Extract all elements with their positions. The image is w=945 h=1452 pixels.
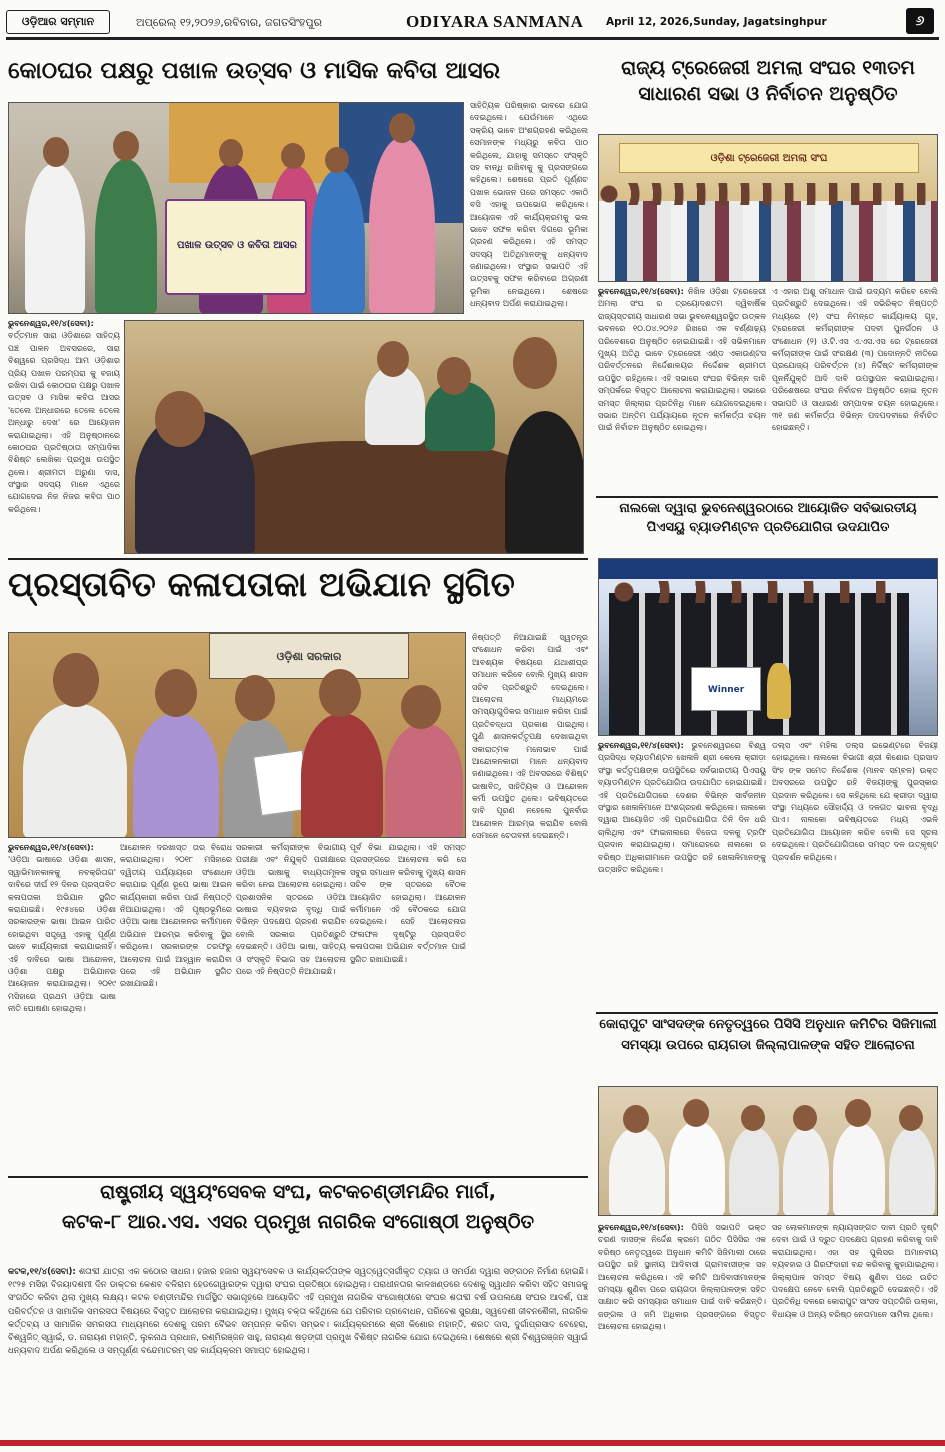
- players-heads: [609, 581, 909, 603]
- person-head: [43, 137, 69, 167]
- person-head: [155, 669, 197, 717]
- person-head: [325, 147, 349, 173]
- crowd: [599, 201, 938, 282]
- government-board: [209, 633, 409, 679]
- article-body: [236, 842, 346, 1172]
- article-text: ସହ ଲୋକମାନଙ୍କ ନ୍ୟାୟସଙ୍ଗତ ଦାବୀ ପ୍ରତି ଦୃଷ୍ଟି ଦେବା ପାଇଁ ଓ ଦ୍ରୁତ ପଦକ୍ଷେପ ଗ୍ରହଣ କରିବାକୁ ଦାବି କରାଯାଇଥିଲା। ଏହା ସହ ପୁଲିସର ଅମାନବୀୟ ବ୍ୟବହାର ଓ ଗିରଫଦାରୀ ବନ୍ଦ କରିବାକୁ କୁହାଯାଇଥିଲା। ଜିଲ୍ଲାପାଳ ସମସ୍ତ ବିଷୟ ଶୁଣିବା ପରେ ଉଚିତ ପଦକ୍ଷେପ ନେବେ ବୋଲି ପ୍ରତିଶ୍ରୁତି ଦେଇଛନ୍ତି। ଏହି ପ୍ରତିନିଧି ଦଳରେ କୋରାପୁଟ ସାଂସଦ ସପ୍ତଗିରି ଉଲାକା, ବିଧାୟକ ଓ ଅନ୍ୟ ବରିଷ୍ଠ ନେତାମାନେ ସାମିଲ ଥିଲେ।: [772, 1223, 938, 1319]
- person-head: [377, 341, 409, 377]
- person-head: [623, 1105, 649, 1133]
- person: [609, 1127, 665, 1216]
- sponsor-backdrop: [599, 559, 938, 579]
- dateline: ଭୁବନେଶ୍ୱର,୧୧/୪(ସେବା):: [8, 319, 94, 328]
- article-body: [598, 286, 766, 492]
- person-head: [155, 391, 205, 447]
- headline-rss: [8, 1182, 588, 1260]
- person-head: [513, 337, 557, 389]
- person: [133, 713, 219, 838]
- article-text: ପିସିସି ସଭାପତି ଭକ୍ତ ଚରଣ ଦାସଙ୍କ ନିର୍ଦ୍ଦେଶ କ୍ରମେ ଗଠିତ ପିସିସିର ଏକ ବରିଷ୍ଠ ନେତୃତ୍ୱରେ ଅନୁଧାନ କମିଟି ସିଜିମାଲୀ ଠାରେ ଉପସ୍ଥିତ ରହି ସ୍ଥାନୀୟ ଆଦିବାସୀ ଗ୍ରାମବାସୀଙ୍କ ସହ ଆଲୋଚନା କରିଥିଲେ। ଏହି କମିଟି ଆଦିବାସୀମାନଙ୍କ ସମସ୍ୟା ଶୁଣିବା ପରେ ରାୟଗଡା ଜିଲ୍ଲାପାଳଙ୍କ ସହିତ ସାକ୍ଷାତ କରି ସମସ୍ୟାର ସମାଧାନ ପାଇଁ ଦାବି କରିଛନ୍ତି। ଜଙ୍ଗଲ ଓ ଜମି ଅଧିକାର ପ୍ରସଙ୍ଗରେ ବିସ୍ତୃତ ଆଲୋଚନା ହୋଇଥିଲା।: [598, 1223, 766, 1332]
- person: [669, 1121, 725, 1216]
- person-head: [845, 1099, 871, 1127]
- newspaper-logo: ଓଡ଼ିଆର ସମ୍ମାନ: [6, 10, 110, 34]
- person: [311, 169, 365, 314]
- divider: [596, 1012, 938, 1014]
- person: [25, 163, 85, 314]
- person-head: [741, 1105, 765, 1131]
- players-row: [609, 593, 909, 736]
- article-text: ବର୍ତ୍ତମାନ ସାରା ଓଡ଼ିଶାରେ ସାହିତ୍ୟ ପଞ୍ଚ ପାଳନ ଅବସରରେ, ସାରା ବିଶ୍ୱରେ ପ୍ରସିଦ୍ଧ ଆମ ଓଡ଼ିଶାର ପ୍ରିୟ ପଖାଳ ପରମ୍ପରା କୁ ବଜାୟ ରଖିବା ପାଇଁ କୋଠଘର ପକ୍ଷରୁ ପଖାଳ ଉତ୍ସବ ଓ ମାସିକ କବିତା ଆସର 'ତେଲେ ଅନ୍ଧାରରେ ତେଲେ ତେଲେ ଅନ୍ଧାରୁ ଦେଖ' ରେ ଆୟୋଜନ କରାଯାଇଥିଲା। ଏହି ଅନୁଷ୍ଠାନରେ କୋଠଘର ପ୍ରତିଷ୍ଠାତା ସମ୍ପାଦିକା ବିଶିଷ୍ଟ ଲେଖିକା ପ୍ରମୁଖ ଉପସ୍ଥିତ ଥିଲେ। ଶ୍ରୀମତୀ ଅରୁଣା ଦାସ, ସଂସ୍ଥାର ସଦସ୍ୟ ମାନେ ଏଥିରେ ଯୋଗଦେଇ ନିଜ ନିଜର କବିତା ପାଠ କରିଥିଲେ।: [8, 331, 120, 514]
- article-body: [120, 842, 232, 1172]
- pakhala-banner: [165, 199, 307, 295]
- person: [505, 411, 584, 554]
- winner-board: [691, 667, 761, 711]
- divider: [8, 1176, 588, 1178]
- article-text: ସାହିତ୍ୟିକ ପରିଷ୍କାର ଭାବରେ ଯୋଗ ଦେଇଥିଲେ। ଯେଉଁମାନେ ଏଥିରେ ସକ୍ରିୟ ଭାବେ ଅଂଶଗ୍ରହଣ କରିଥିଲେ ସେମାନଙ୍କ ମଧ୍ୟରୁ କବିତା ପାଠ କରିଥିଲେ, ଯାହାକୁ ସମସ୍ତେ ସଂସ୍କୃତି ସହ ବାନ୍ଧି ରଖିବାକୁ କୁ ପ୍ରସଙ୍ଗରେ କହିଥିଲେ। ଶେଷରେ ପ୍ରତି ପୂର୍ଣ୍ଣଚ ପଖାଳ ଭୋଜନ ପରେ ସମସ୍ତେ ଏକାଠି ବସି ଏହାକୁ ଉପଭୋଗ କରିଥିଲେ। ଆୟୋଜକ ଏହି କାର୍ଯ୍ୟକ୍ରମକୁ ଭଲ ଭାବେ ସଫଳ କରିବା ଦିଗରେ ଭୂମିକା ଗ୍ରହଣ କରିଥିଲେ। ଏହି ସମସ୍ତ ସଦସ୍ୟ ଅତିଥିମାନଙ୍କୁ ଧନ୍ୟବାଦ ଜଣାଇଥିଲେ। ସଂସ୍ଥାର ସଭାପତି ଏହି ଉତ୍ସବକୁ ସଫଳ କରିବାରେ ଅଗ୍ରଣୀ ଭୂମିକା ନେଇଥିଲେ। ଶେଷରେ ଧନ୍ୟବାଦ ଅର୍ପଣ କରାଯାଇଥିଲା।: [470, 101, 588, 309]
- person-head: [401, 685, 441, 729]
- article-body: [8, 1266, 588, 1434]
- headline-kalapataka: ପ୍ରସ୍ତାବିତ କଳାପତାକା ଅଭିଯାନ ସ୍ଥଗିତ: [8, 566, 515, 605]
- banner-text: ପଖାଳ ଉତ୍ସବ ଓ କବିତା ଆସର: [176, 240, 298, 251]
- photo-pakhala-feast: [124, 320, 584, 554]
- person-head: [683, 1099, 709, 1127]
- headline-line: ସାଧାରଣ ସଭା ଓ ନିର୍ବାଚନ ଅନୁଷ୍ଠିତ: [638, 82, 898, 105]
- photo-treasury-meeting: [598, 134, 938, 282]
- person: [729, 1127, 779, 1216]
- masthead: [6, 6, 939, 40]
- footer-band: [0, 1440, 945, 1446]
- person: [23, 703, 127, 838]
- headline-treasury: [598, 58, 938, 130]
- headline-koraput: [598, 1018, 938, 1078]
- winner-board-label: Winner: [707, 685, 745, 695]
- divider: [8, 558, 588, 560]
- trophy-icon: [767, 663, 791, 719]
- article-body: [470, 100, 588, 312]
- dateline: କଟକ,୧୧/୪(ସେବା):: [8, 1267, 76, 1277]
- page-number: ୬: [906, 8, 934, 34]
- person-head: [319, 669, 361, 717]
- article-body: [8, 318, 120, 554]
- government-board-text: ଓଡ଼ିଶା ସରକାର: [276, 650, 342, 663]
- person-head: [793, 1105, 817, 1131]
- headline-line: ରାଜ୍ୟ ଟ୍ରେଜେରୀ ଅମଲା ସଂଘର ୧୩ତମ: [621, 58, 915, 79]
- photo-badminton-winners: [598, 558, 938, 736]
- divider: [596, 496, 938, 498]
- person: [385, 723, 463, 838]
- dateline: ଭୁବନେଶ୍ୱର,୧୧/୪(ସେବା):: [598, 287, 684, 296]
- photo-pakhala-banner: [8, 102, 464, 314]
- person-head: [437, 357, 471, 395]
- person-head: [281, 143, 305, 169]
- headline-line: କୋରାପୁଟ ସାଂସଦଙ୍କ ନେତୃତ୍ୱରେ ପିସିସି ଅନୁଧାନ କମିଟିର ସିଜିମାଲୀ: [599, 1018, 937, 1032]
- headline-nalco: [598, 502, 938, 552]
- headline-line: କଟକ-୮ ଆର.ଏସ. ଏସର ପ୍ରମୁଖ ନାଗରିକ ସଂଗୋଷ୍ଠୀ ଅନୁଷ୍ଠିତ: [61, 1210, 535, 1233]
- headline-line: ରାଷ୍ଟ୍ରୀୟ ସ୍ୱୟଂସେବକ ସଂଘ, କଟକଚଣ୍ଡୀମନ୍ଦିର ମାର୍ଗ,: [100, 1182, 496, 1203]
- person-head: [389, 113, 415, 143]
- article-text: ନିଷ୍ପତ୍ତି ନିଆଯାଇଛି ସ୍ୱତନ୍ତ୍ର ସଂଶୋଧନ କରିବା ପାଇଁ ଏବଂ ଆବଶ୍ୟକ ବିଷୟରେ ଯଥାଶୀଘ୍ର ସମାଧାନ କରିବେ ବୋଲି ମୁଖ୍ୟ ଶାସନ ସଚିବ ପ୍ରତିଶ୍ରୁତି ଦେଇଥିଲେ। ଆଲୋଚନା ମାଧ୍ୟମରେ ସମସ୍ୟାଗୁଡିକର ସମାଧାନ କରିବା ପାଇଁ ପ୍ରତିବଦ୍ଧତା ପ୍ରକାଶ ପାଇଥିଲା। ପୁଣି ଶାସନକର୍ତ୍ତୃପକ୍ଷ ଦେଖାଇଥିବା ସକାରାତ୍ମକ ମନୋଭାବ ପାଇଁ ଆନ୍ଦୋଳନକାରୀ ମାନେ ଧନ୍ୟବାଦ ଜଣାଇଥିଲେ। ଏହି ଅବସରରେ ବିଶିଷ୍ଟ ଭାଷାବିତ୍, ସାହିତ୍ୟିକ ଓ ଆନ୍ଦୋଳନ କର୍ମୀ ଉପସ୍ଥିତ ଥିଲେ। ଭବିଷ୍ୟତରେ ଦାବି ପୂରଣ ନହେଲେ ପୁନର୍ବାର ଆନ୍ଦୋଳନ ଆରମ୍ଭ କରାଯିବ ବୋଲି ସେମାନେ ଚେତାବନୀ ଦେଇଛନ୍ତି।: [472, 633, 588, 841]
- article-body: [772, 286, 938, 492]
- article-text: ଆନ୍ଦୋଳନ ଦରଖାସ୍ତ ତାର ବିରୋଧ କରାଯାଇଥିଲା। ୨୦୧୮ ମସିହାରେ ଦ୍ୱିତୀୟ ପର୍ଯ୍ୟାୟରେ ସଂଶୋଧନ କରାଯାଇ ପୂର୍ଣ୍ଣ ରୂପେ ଭାଷା ଆଇନ କାର୍ଯ୍ୟକାରୀ କରିବା ପାଇଁ ନିଷ୍ପତ୍ତି ନିଆଯାଇଥିଲା। ଏହି ପୃଷ୍ଠଭୂମିରେ ଓଡ଼ିଆ ଭାଷା ଆନ୍ଦୋଳନର କର୍ମୀମାନେ ଅଭିଯାନ ଆରମ୍ଭ କରିବାକୁ ସ୍ଥିର କରିଥିଲେ। ସରକାରଙ୍କ ତରଫରୁ ଆଲୋଚନା ପାଇଁ ଆହ୍ୱାନ କରାଯିବା ପରେ ଏହି ଅଭିଯାନ ସ୍ଥଗିତ ରଖାଯାଇଛି।: [120, 843, 232, 989]
- headline-line: ନାଲକୋ ଦ୍ୱାରା ଭୁବନେଶ୍ୱରଠାରେ ଆୟୋଜିତ ସର୍ବଭାରତୀୟ: [619, 502, 917, 516]
- person: [889, 1127, 935, 1216]
- person-head: [899, 1105, 923, 1131]
- article-text: ଭୁବନେଶ୍ୱରରେ ବିଶ୍ୱ ପ୍ରସିଦ୍ଧ ବ୍ୟାଡମିଣ୍ଟନ ଖେଳାଳି ଶ୍ରୀ କେଲେ କ୍ରୀଡ଼ା ସଂସ୍ଥା କର୍ତ୍ତୃପକ୍ଷଙ୍କ ଉପସ୍ଥିତିରେ ସର୍ବଭାରତୀୟ ପିଏସୟୁ ବ୍ୟାଡମିଣ୍ଟନ ପ୍ରତିଯୋଗିତା ଉଦଯାପିତ ହୋଇଯାଇଛି। ଏହି ପ୍ରତିଯୋଗିତାରେ ଦେଶର ବିଭିନ୍ନ ସାର୍ବଜନୀନ ସଂସ୍ଥାର ଖେଳାଳିମାନେ ଅଂଶଗ୍ରହଣ କରିଥିଲେ। ନାଲକୋ ଦ୍ୱାରା ଆୟୋଜିତ ଏହି ପ୍ରତିଯୋଗିତା ତିନି ଦିନ ଧରି ଚାଲିଥିଲା ଏବଂ ଫାଇନାଲରେ ବିଜେତା ଦଳକୁ ଟ୍ରଫି ପ୍ରଦାନ କରାଯାଇଥିଲା। ସମାରୋହରେ ନାଲକୋ ର ବରିଷ୍ଠ ଅଧିକାରୀମାନେ ଉପସ୍ଥିତ ରହି ଖେଳାଳିମାନଙ୍କୁ ଉତ୍ସାହିତ କରିଥିଲେ।: [598, 741, 766, 874]
- article-text: ଏ ଏହାର ଅଶୁ ସମାଧାନ ପାଇଁ ଉଦ୍ୟମ କରିବେ ବୋଲି ପ୍ରତିଶ୍ରୁତି ଦେଇଥିଲେ। ଏହି ସଭିରିକ୍ତ ନିଷ୍ପତ୍ତି ମଧ୍ୟରେ (୧) ସଂଘ ନିମନ୍ତେ କାର୍ଯ୍ୟାଳୟ ଗୃହ, ଟ୍ରେଜେରୀ କର୍ମଚାରୀଙ୍କ ପଦବୀ ପୁନର୍ଗଠନ ଓ ସଂଶୋଧନ (୨) ଓ.ଟି.ଏସ ଏ.ଏସ.ଏସ ରେ ଟ୍ରେଜେରୀ କର୍ମଚାରୀଙ୍କ ପାଇଁ ସଂରକ୍ଷଣ (୩) ପଦୋନ୍ନତି ନୀତିରେ ପ୍ରଯୋଜ୍ୟ ପରିବର୍ତ୍ତନ (୪) ନିର୍ଦ୍ଦିଷ୍ଟ କର୍ମଚାରୀଙ୍କ ପୂନର୍ନିଯୁକ୍ତି ଆଦି ଦାବି ଉପସ୍ଥାପନ କରାଯାଇଥିଲା। ପରିଶେଷରେ ସଂଘର ନିର୍ବାଚନ ଅନୁଷ୍ଠିତ ହୋଇ ନୂତନ ସଭାପତି ଓ ସାଧାରଣ ସମ୍ପାଦକ ଚୟନ ହୋଇଥିଲେ। ୩୧ ଜଣ କର୍ମକର୍ତ୍ତା ବିଭିନ୍ନ ପଦପଦବୀରେ ନିର୍ବାଚିତ ହୋଇଛନ୍ତି।: [772, 287, 938, 433]
- article-body: [350, 842, 466, 1172]
- building-wall-orange: [169, 103, 339, 183]
- date-odia: ଅପ୍ରେଲ୍ ୧୨,୨୦୨୬,ରବିବାର, ଜଗତସିଂହପୁର: [136, 16, 322, 29]
- headline-line: ସମସ୍ୟା ଉପରେ ରାୟଗଡା ଜିଲ୍ଲାପାଳଙ୍କ ସହିତ ଆଲୋଚନା: [621, 1037, 915, 1053]
- dateline: ଭୁବନେଶ୍ୱର,୧୧/୪(ସେବା):: [598, 1223, 684, 1232]
- article-body: [472, 632, 588, 1172]
- person-head: [113, 131, 139, 161]
- article-body: [598, 1222, 766, 1434]
- person: [369, 137, 435, 314]
- article-body: [598, 740, 766, 940]
- article-body: [772, 740, 938, 940]
- person: [783, 1127, 829, 1216]
- article-body: [8, 842, 116, 1172]
- photo-memorandum-handover: [8, 632, 466, 838]
- headline-line: ପିଏସୟୁ ବ୍ୟାଡମିଣ୍ଟନ ପ୍ରତିଯୋଗିତା ଉଦଯାପିତ: [646, 519, 890, 535]
- person-head: [235, 675, 275, 721]
- article-text: ନିଖିଳ ଓଡ଼ିଶା ଟ୍ରେଜେରୀ ଅମଲା ସଂଘ ର ତ୍ରୟୋଦଶତମ ଦ୍ୱିବାର୍ଷିକ ରାଜ୍ୟସ୍ତରୀୟ ସାଧାରଣ ସଭା ଭୁବନେଶ୍ୱରସ୍ଥିତ ଉତ୍କଳ ଭବନରେ ୧୦.୦୪.୨୦୨୬ ରିଖରେ ଏକ ବର୍ଣ୍ଣାଢ଼୍ୟ ପରିବେଶରେ ଅନୁଷ୍ଠିତ ହୋଇଯାଇଛି। ଏହି ସଭିକମାନେ ମୁଖ୍ୟ ଅତିଥି ଭାବେ ଟ୍ରେଜେରୀ ଏଣ୍ଡ ଏକାଉଣ୍ଟସ ପରିବର୍ତ୍ତନରେ ନିର୍ଦ୍ଦେଶାଳୟର ନିର୍ଦ୍ଦେଶକ ଶ୍ରୀମତୀ ଉପସ୍ଥିତ ରହିଥିଲେ। ଏହି ସଭାରେ ସଂଘର ବିଭିନ୍ନ ଦାବି ସମ୍ପର୍କରେ ବିସ୍ତୃତ ଆଲୋଚନା କରାଯାଇଥିଲା। ସଭାରେ ସମସ୍ତ ଜିଲ୍ଲାର ପ୍ରତିନିଧି ମାନେ ଯୋଗଦେଇଥିଲେ। ସଭାର ଅନ୍ତିମ ପର୍ଯ୍ୟାୟରେ ନୂତନ କର୍ମକର୍ତ୍ତା ଚୟନ ପାଇଁ ନିର୍ବାଚନ ଅନୁଷ୍ଠିତ ହୋଇଥିଲା।: [598, 287, 766, 433]
- article-text: ଶତାବ୍ଦୀ ଯାତ୍ରା ଏକ କଠୋର ସାଧନା। ହଜାର ହଜାର ସ୍ୱୟଂସେବକ ଓ କାର୍ଯ୍ୟକର୍ତ୍ତାଙ୍କ ସ୍ୱତ୍ୱେତ୍ସର୍ଗୀକୃତ ତ୍ୟାଗ ଓ ସମର୍ପଣ ଦ୍ୱାରା ସଙ୍ଗଠନ ନିର୍ମାଣ ହୋଇଛି। ୧୯୨୫ ମସିହା ବିଜୟାଦଶମୀ ଦିନ ଡାକ୍ତର କେଶବ ବଳିରାମ ହେଡଗେୱାରଙ୍କ ଦ୍ୱାରା ସଂଘର ପ୍ରତିଷ୍ଠା ହୋଇଥିଲା। ପରାଧୀନତାର କାଳଖଣ୍ଡରେ ଦେଶକୁ ସ୍ୱାଧୀନ କରିବା ସହିତ ସମାଜକୁ ସଂଗଠିତ କରିବା ଥିଲା ମୁଖ୍ୟ ଲକ୍ଷ୍ୟ। କଟକ ଚଣ୍ଡୀମନ୍ଦିର ମାର୍ଗସ୍ଥିତ ସଭାଗୃହରେ ଆୟୋଜିତ ଏହି ପ୍ରମୁଖ ନାଗରିକ ସଂଗୋଷ୍ଠୀରେ ସଂଘର ଶତାବ୍ଦୀ ବର୍ଷ ଉପଲକ୍ଷେ ସଂଘର ଆଦର୍ଶ, ପଞ୍ଚ ପରିବର୍ତ୍ତନ ଓ ସାମାଜିକ ସମରସତା ବିଷୟରେ ବିସ୍ତୃତ ଆଲୋଚନା କରାଯାଇଥିଲା। ମୁଖ୍ୟ ବକ୍ତା କହିଥିଲେ ଯେ ପରିବାର ପ୍ରବୋଧନ, ପରିବେଶ ସୁରକ୍ଷା, ସ୍ୱଦେଶୀ ଜୀବନଶୈଳୀ, ନାଗରିକ କର୍ତ୍ତବ୍ୟ ଓ ସାମାଜିକ ସମରସତା ମାଧ୍ୟମରେ ଦେଶକୁ ପରମ ବୈଭବ ସମ୍ପନ୍ନ କରିବା ସମ୍ଭବ। କାର୍ଯ୍ୟକ୍ରମରେ ଶ୍ରୀ କିଶୋର ମହାନ୍ତି, ଶରତ ଦାସ, ଦୁର୍ଗାପ୍ରସାଦ ବେହେରା, ବିଶ୍ୱଜିତ୍ ସ୍ୱାଇଁ, ଡ. ନାରାୟଣ ମହାନ୍ତି, ଲୁକନାଥ ପ୍ରଧାନ, ରଶ୍ମିରଞ୍ଜନ ସାହୁ, ନାରାୟଣ ଷଡ଼ଙ୍ଗୀ ପ୍ରମୁଖ ବିଶିଷ୍ଟ ନାଗରିକ ଯୋଗ ଦେଇଥିଲେ। ଶେଷରେ ଶ୍ରୀ ବିଶ୍ୱରଞ୍ଜନ ସ୍ୱାଇଁ ଧନ୍ୟବାଦ ଅର୍ପଣ କରିଥିଲେ ଓ ସମ୍ପୂର୍ଣ୍ଣ ବନ୍ଦେମାତରମ୍ ସହ କାର୍ଯ୍ୟକ୍ରମ ସମାପ୍ତ ହୋଇଥିଲା।: [8, 1267, 588, 1357]
- stage-banner: [619, 143, 919, 173]
- crowd-heads: [599, 183, 938, 205]
- dateline: ଭୁବନେଶ୍ୱର,୧୧/୪(ସେବା):: [8, 843, 94, 852]
- article-text: 'ଓଡ଼ିଆ ଭାଷାରେ ଓଡ଼ିଶା ଶାସନ, ସ୍ୱାଭିମାନକାଳକୁ ନବକ୍ରିତାଗ' ଦାବିରେ ଦୀର୍ଘ ୧୨ ଦିନର ପ୍ରସ୍ତାବିତ କଳାପତାକା ଅଭିଯାନ ସ୍ଥଗିତ କରାଯାଇଛି। ୧୯୫୪ରେ ଓଡ଼ିଶା ସରକାରଙ୍କ ଭାଷା ଆଇନ ପାରିତ ହୋଇଥିବା ସତ୍ତ୍ୱେ ଏହାକୁ ପୂର୍ଣ୍ଣ ଭାବେ କାର୍ଯ୍ୟକାରୀ କରାଯାଇନାହିଁ। ଏହି ଦାବିରେ ଭାଷା ଆନ୍ଦୋଳନ, ଓଡ଼ିଶା ପକ୍ଷରୁ ଅଭିଯାନର ଆୟୋଜନ କରାଯାଇଥିଲା। ୨୦୧୯ ମସିହାରେ ପ୍ରଥମ ଓଡ଼ିଆ ଭାଷା ନୀତି ଘୋଷଣା ହୋଇଥିଲା।: [8, 855, 116, 1014]
- headline-kothaghara: କୋଠଘର ପକ୍ଷରୁ ପଖାଳ ଉତ୍ସବ ଓ ମାସିକ କବିତା ଆସର: [8, 58, 501, 84]
- person: [95, 159, 157, 314]
- person: [833, 1123, 885, 1216]
- stage-banner-text: ଓଡ଼ିଶା ଟ୍ରେଜେରୀ ଅମଲା ସଂଘ: [710, 153, 828, 164]
- person-head: [53, 653, 99, 707]
- person-head: [219, 139, 243, 167]
- newspaper-name: ODIYARA SANMANA: [406, 12, 584, 31]
- article-text: ଡଲ୍ସ ଏବଂ ମହିଳା ଡଲ୍ସ ଇଭେଣ୍ଟରେ ବିଜୟୀ ହୋଇଥିଲେ। ନାଲକୋ ବିଭାଗୀ ଶ୍ରୀ କିଶୋର ପ୍ରସାଦ ସିଂହ ଙ୍କ ସମେତ ନିର୍ଦ୍ଦେଶକ (ମାନବ ସମ୍ବଳ) ଉକ୍ତ ଅବସରରେ ଉପସ୍ଥିତ ରହି ବିଜୟୀଙ୍କୁ ପୁରସ୍କାର ପ୍ରଦାନ କରିଥିଲେ। ସେ କହିଥିଲେ ଯେ କ୍ରୀଡ଼ା ଦ୍ୱାରା ସଂସ୍ଥା ମଧ୍ୟରେ ସୌହାର୍ଦ୍ଦ୍ୟ ଓ ଦଳଗତ ଭାବନା ବୃଦ୍ଧି ପାଏ। ନାଲକୋ ଭବିଷ୍ୟତରେ ମଧ୍ୟ ଏଭଳି ପ୍ରତିଯୋଗିତା ଆୟୋଜନ କରିବ ବୋଲି ସେ ସୂଚନା ଦେଇଥିଲେ। ପ୍ରତିଯୋଗିତାରେ ସମସ୍ତ ଦଳ ଉତ୍କୃଷ୍ଟ ପ୍ରଦର୍ଶନ କରିଥିଲେ।: [772, 741, 938, 862]
- article-text: ସରକାରୀ କର୍ମଚାରୀଙ୍କ ବିଭାଗୀୟ ପରୀକ୍ଷା ଏବଂ ନିଯୁକ୍ତି ପରୀକ୍ଷାରେ ଓଡ଼ିଆ ଭାଷାକୁ ବାଧ୍ୟତାମୂଳକ କରିବା ନେଇ ଆଲୋଚନା ହୋଇଥିଲା। ପ୍ରଶାସନିକ ସ୍ତରରେ ଓଡ଼ିଆ ଭାଷାର ବ୍ୟବହାର ବୃଦ୍ଧି ପାଇଁ ବିଭିନ୍ନ ପଦକ୍ଷେପ ଗ୍ରହଣ କରାଯିବ ବୋଲି ସରକାର ପ୍ରତିଶ୍ରୁତି ଦେଇଛନ୍ତି। ଓଡ଼ିଆ ଭାଷା, ସାହିତ୍ୟ ଓ ସଂସ୍କୃତି ବିଭାଗ ସହ ଆଲୋଚନା ପରେ ଏହି ନିଷ୍ପତ୍ତି ନିଆଯାଇଛି।: [236, 843, 346, 976]
- date-english: April 12, 2026,Sunday, Jagatsinghpur: [606, 16, 827, 28]
- dateline: ଭୁବନେଶ୍ୱର,୧୧/୪(ସେବା):: [598, 741, 684, 750]
- dining-table: [215, 441, 545, 554]
- person: [301, 713, 383, 838]
- person: [365, 365, 425, 445]
- article-text: ପୂର୍ବ ବିଭା ଯାଇଥିଲା। ଏହି ସମସ୍ତ ପ୍ରସଙ୍ଗରେ ଆଲୋଚନା କରି ସେ ସବୁର ସମାଧାନ କରିବାକୁ ମୁଖ୍ୟ ଶାସନ ସଚିବ ଙ୍କ ସ୍ତରରେ ବୈଠକ ଆୟୋଜିତ ହୋଇଥିଲା। ଆନ୍ଦୋଳନ କର୍ମୀମାନେ ଏହି ବୈଠକରେ ଯୋଗ ଦେଇଥିଲେ। ସେହି ଆଲୋଚନାର ଫଳାଫଳ ଦୃଷ୍ଟିରୁ ପ୍ରସ୍ତାବିତ କଳାପତାକା ଅଭିଯାନ ବର୍ତ୍ତମାନ ପାଇଁ ସ୍ଥଗିତ ରଖାଯାଇଛି।: [350, 843, 466, 964]
- article-body: [772, 1222, 938, 1434]
- photo-koraput-delegation: [598, 1086, 938, 1216]
